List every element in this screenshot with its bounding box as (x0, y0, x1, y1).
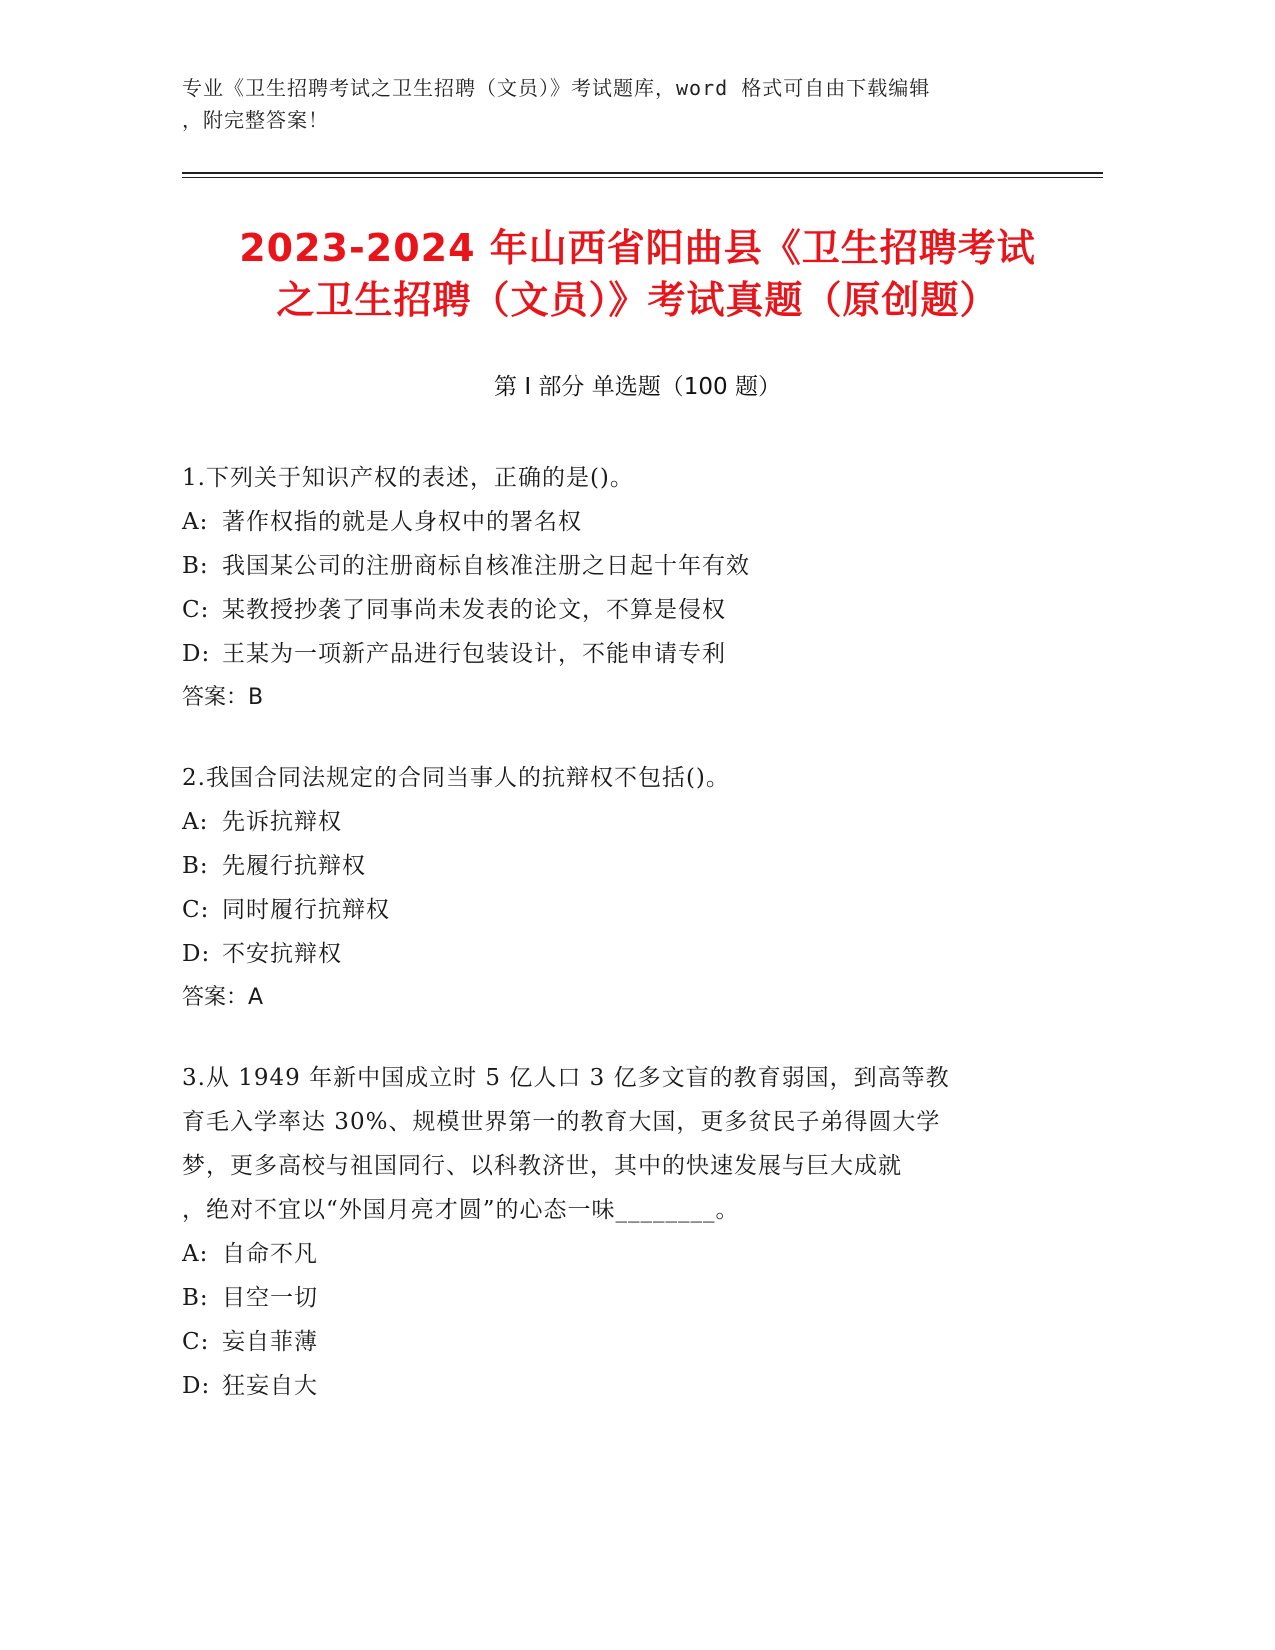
option-text: 自命不凡 (222, 1241, 318, 1267)
option-key: C: (182, 597, 210, 623)
question-stem: 2.我国合同法规定的合同当事人的抗辩权不包括()。 (182, 765, 730, 791)
option-b (182, 1276, 1052, 1320)
option-a (182, 800, 1052, 844)
section-heading: 第 I 部分 单选题（100 题） (494, 374, 781, 400)
question-list (182, 456, 1052, 1444)
header-note-line2: ，附完整答案！ (182, 108, 329, 132)
option-key: A: (182, 809, 209, 835)
document-title (150, 222, 1125, 326)
option-d (182, 632, 1052, 676)
title-line2: 之卫生招聘（文员）》考试真题（原创题） (276, 278, 999, 322)
option-text: 某教授抄袭了同事尚未发表的论文，不算是侵权 (222, 597, 726, 623)
question-1 (182, 456, 1052, 720)
header-note (182, 72, 1062, 136)
option-key: A: (182, 1241, 209, 1267)
option-key: B: (182, 853, 209, 879)
title-line1: 2023-2024 年山西省阳曲县《卫生招聘考试 (239, 226, 1036, 270)
header-divider-thin (182, 177, 1103, 178)
option-c (182, 588, 1052, 632)
option-text: 著作权指的就是人身权中的署名权 (222, 509, 582, 535)
option-key: D: (182, 641, 211, 667)
option-d (182, 1364, 1052, 1408)
question-3 (182, 1056, 1052, 1408)
option-text: 妄自菲薄 (222, 1329, 318, 1355)
option-key: D: (182, 941, 211, 967)
option-b (182, 844, 1052, 888)
header-divider-thick (182, 172, 1103, 174)
option-key: C: (182, 1329, 210, 1355)
option-a (182, 1232, 1052, 1276)
option-d (182, 932, 1052, 976)
header-note-line1: 专业《卫生招聘考试之卫生招聘（文员）》考试题库，word 格式可自由下载编辑 (182, 76, 931, 100)
option-key: A: (182, 509, 209, 535)
option-text: 同时履行抗辩权 (222, 897, 390, 923)
option-text: 狂妄自大 (222, 1373, 318, 1399)
option-c (182, 1320, 1052, 1364)
option-text: 先履行抗辩权 (222, 853, 366, 879)
option-c (182, 888, 1052, 932)
question-stem-line: 育毛入学率达 30%、规模世界第一的教育大国，更多贫民子弟得圆大学 (182, 1109, 941, 1135)
option-b (182, 544, 1052, 588)
option-key: B: (182, 1285, 209, 1311)
answer-line: 答案：A (182, 985, 264, 1010)
question-stem-line: 3.从 1949 年新中国成立时 5 亿人口 3 亿多文盲的教育弱国，到高等教 (182, 1065, 950, 1091)
option-text: 目空一切 (222, 1285, 318, 1311)
answer-line: 答案：B (182, 685, 264, 710)
question-2 (182, 756, 1052, 1020)
option-key: C: (182, 897, 210, 923)
question-stem: 1.下列关于知识产权的表述，正确的是()。 (182, 465, 634, 491)
question-stem-line: 梦，更多高校与祖国同行、以科教济世，其中的快速发展与巨大成就 (182, 1153, 902, 1179)
option-text: 不安抗辩权 (222, 941, 342, 967)
option-text: 我国某公司的注册商标自核准注册之日起十年有效 (222, 553, 750, 579)
option-key: B: (182, 553, 209, 579)
option-text: 王某为一项新产品进行包装设计，不能申请专利 (222, 641, 726, 667)
option-key: D: (182, 1373, 211, 1399)
option-a (182, 500, 1052, 544)
question-stem-line: ，绝对不宜以“外国月亮才圆”的心态一味________。 (182, 1197, 740, 1223)
option-text: 先诉抗辩权 (222, 809, 342, 835)
